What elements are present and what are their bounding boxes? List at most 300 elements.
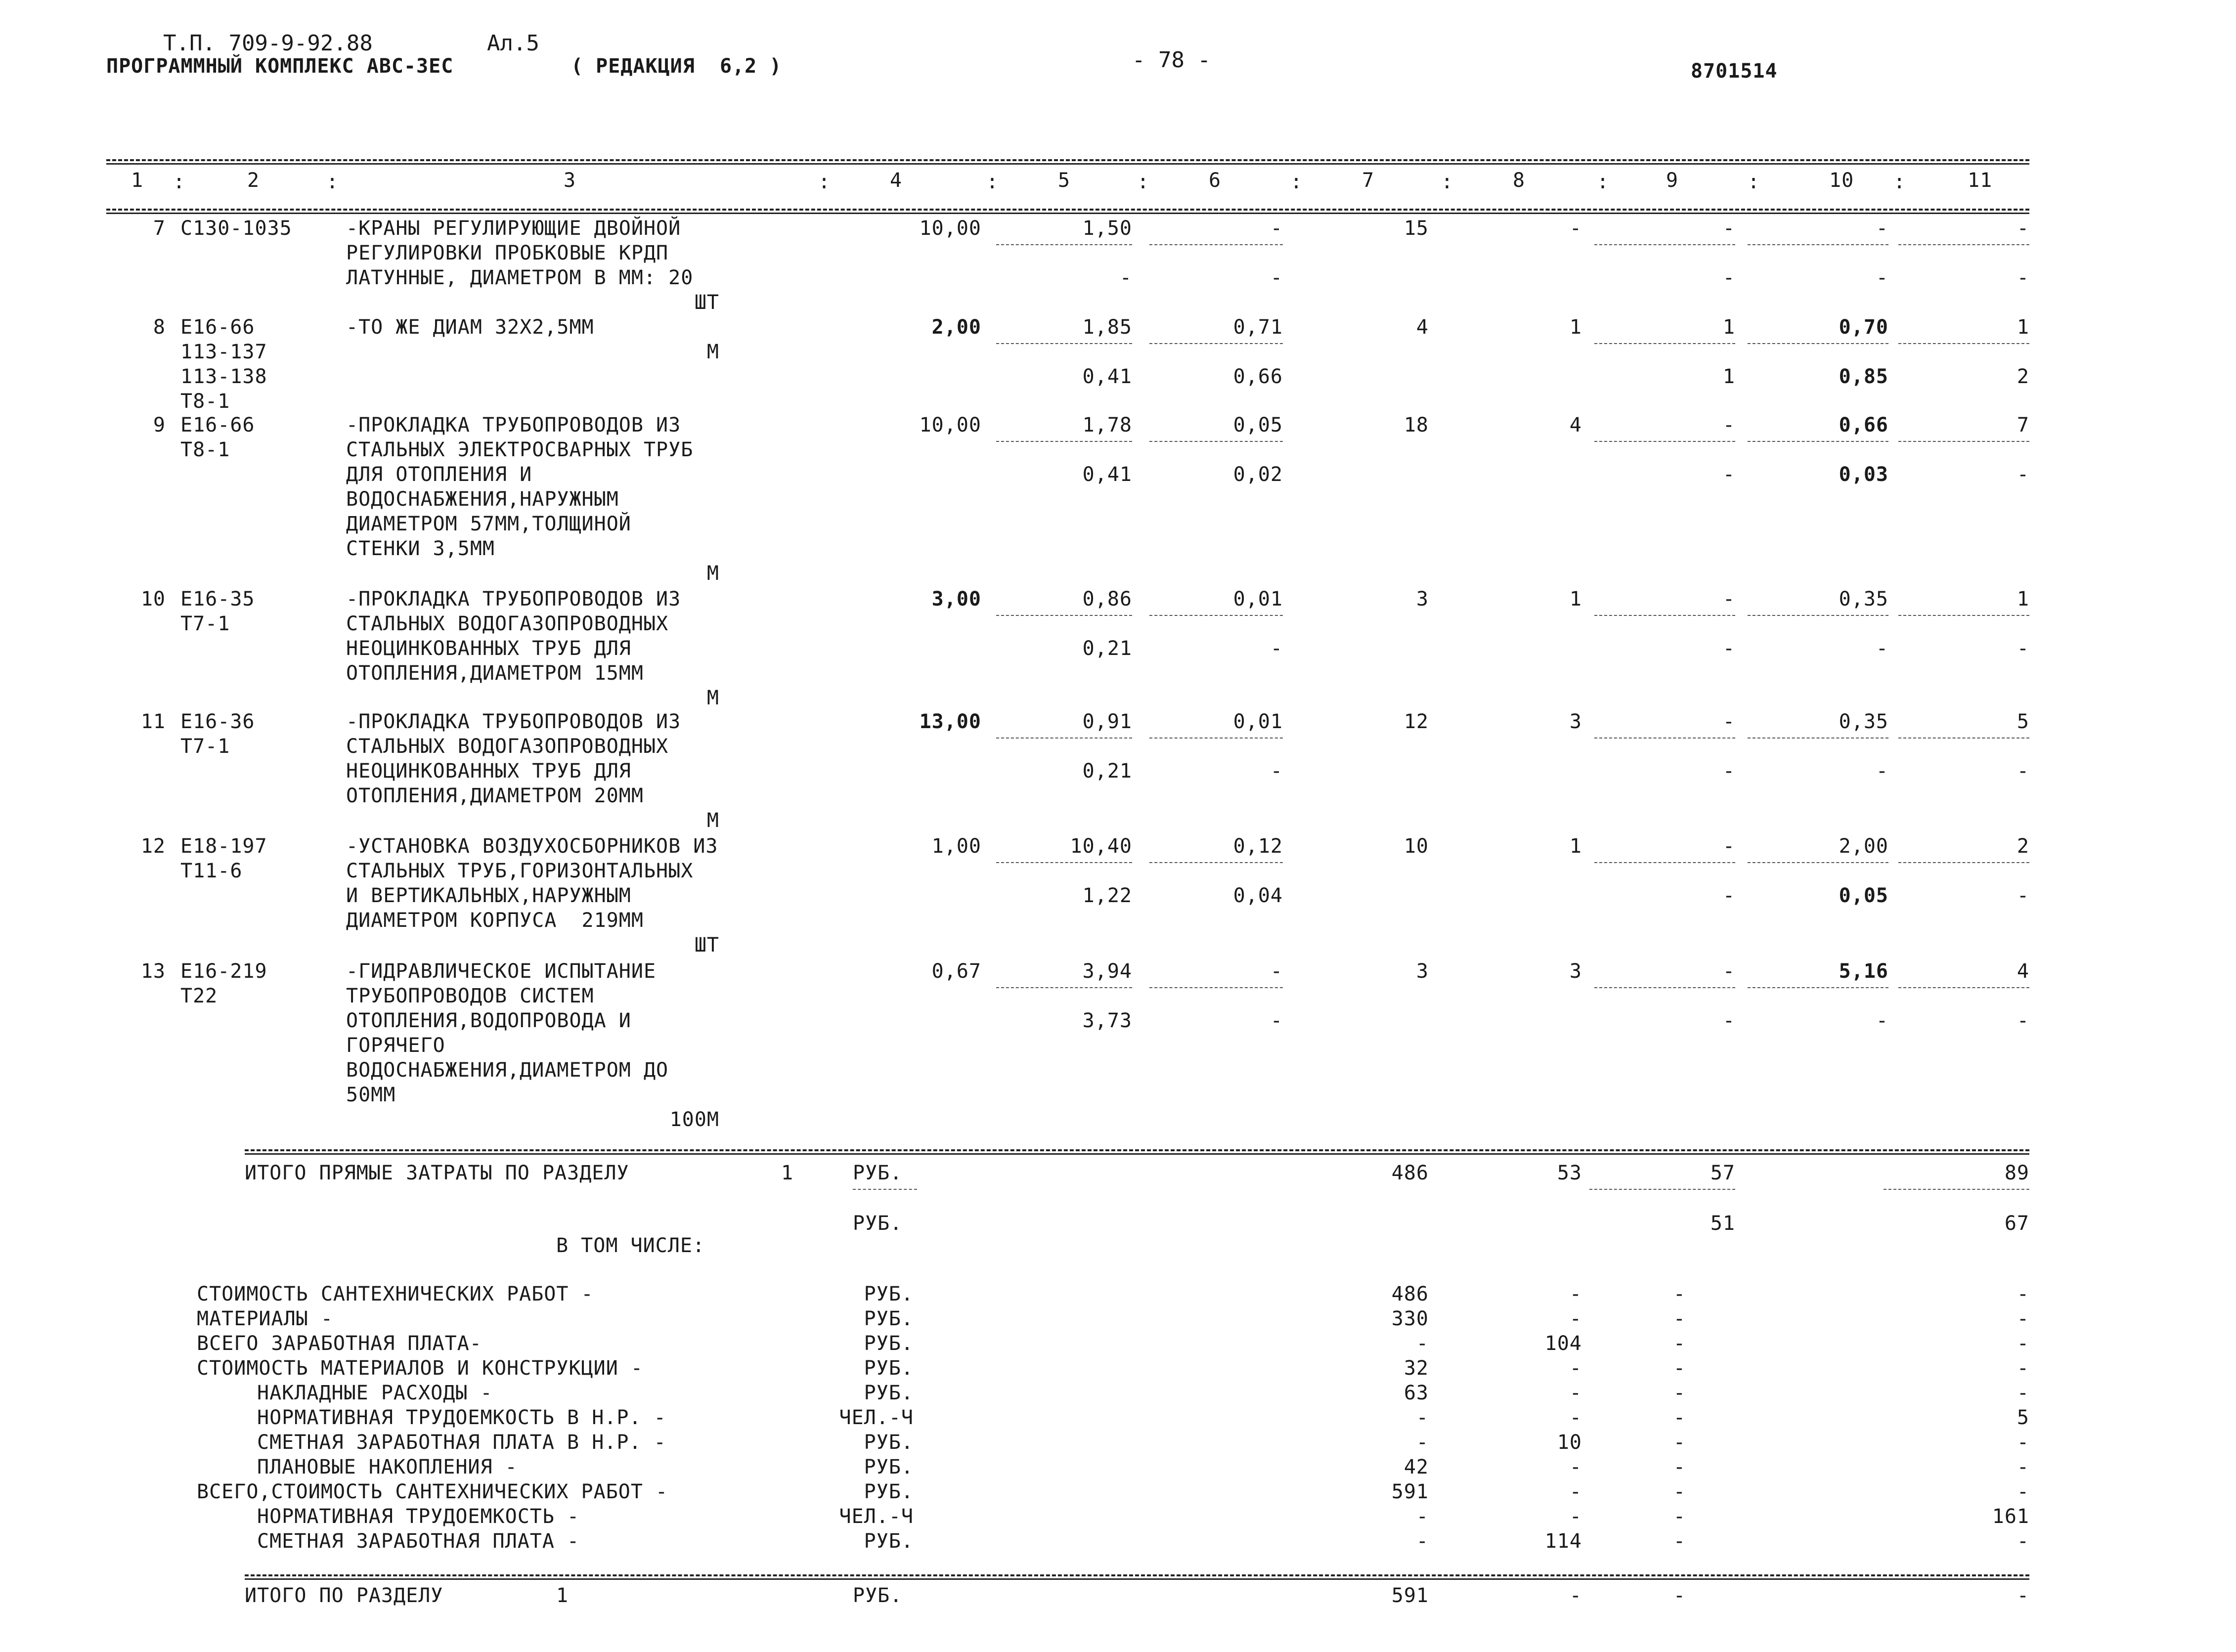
value-c8: 1 bbox=[1569, 588, 1582, 610]
header-rule-bottom-solid bbox=[106, 213, 2029, 214]
work-description: ГОРЯЧЕГО bbox=[346, 1034, 445, 1057]
totals-unit: РУБ. bbox=[853, 1162, 903, 1184]
value-c6: - bbox=[1270, 217, 1283, 240]
cell-divider bbox=[1594, 987, 1735, 988]
value-c10b: 0,03 bbox=[1839, 463, 1888, 486]
column-separator: : bbox=[1597, 171, 1610, 193]
breakdown-c7: 63 bbox=[1403, 1382, 1429, 1404]
work-description: ОТОПЛЕНИЯ,ДИАМЕТРОМ 20ММ bbox=[346, 784, 644, 807]
breakdown-c9: - bbox=[1673, 1530, 1686, 1553]
breakdown-c7: - bbox=[1416, 1431, 1429, 1454]
column-separator: : bbox=[1748, 171, 1760, 193]
breakdown-c8: - bbox=[1569, 1357, 1582, 1380]
value-c11b: - bbox=[2017, 884, 2029, 907]
value-c5b: - bbox=[1119, 266, 1132, 289]
breakdown-c9: - bbox=[1673, 1357, 1686, 1380]
cell-divider bbox=[1149, 615, 1283, 616]
breakdown-c7: - bbox=[1416, 1505, 1429, 1528]
page-number: - 78 - bbox=[1132, 47, 1211, 73]
cell-divider bbox=[996, 441, 1132, 442]
final-c11: - bbox=[2017, 1584, 2029, 1607]
value-c9b: - bbox=[1722, 463, 1735, 486]
cell-divider bbox=[1898, 244, 2029, 245]
cell-divider bbox=[1594, 244, 1735, 245]
work-description: СТАЛЬНЫХ ТРУБ,ГОРИЗОНТАЛЬНЫХ bbox=[346, 860, 694, 882]
unit: М bbox=[706, 562, 719, 585]
breakdown-label: НОРМАТИВНАЯ ТРУДОЕМКОСТЬ - bbox=[257, 1505, 580, 1528]
cell-divider bbox=[1149, 987, 1283, 988]
value-c11b: - bbox=[2017, 760, 2029, 783]
value-c10b: 0,05 bbox=[1839, 884, 1888, 907]
value-c5: 0,86 bbox=[1082, 588, 1132, 610]
breakdown-label: ПЛАНОВЫЕ НАКОПЛЕНИЯ - bbox=[257, 1456, 518, 1478]
work-description: ДИАМЕТРОМ КОРПУСА 219ММ bbox=[346, 909, 644, 932]
value-c6: 0,01 bbox=[1233, 588, 1283, 610]
value-c9: - bbox=[1722, 414, 1735, 436]
row-number: 13 bbox=[140, 960, 166, 983]
cell-divider bbox=[1898, 441, 2029, 442]
quantity: 10,00 bbox=[919, 217, 981, 240]
row-number: 12 bbox=[140, 835, 166, 858]
work-description: 50ММ bbox=[346, 1084, 396, 1106]
breakdown-label: СТОИМОСТЬ САНТЕХНИЧЕСКИХ РАБОТ - bbox=[197, 1283, 594, 1305]
breakdown-c11: - bbox=[2017, 1530, 2029, 1553]
breakdown-c7: - bbox=[1416, 1530, 1429, 1553]
header-rule-top bbox=[106, 159, 2029, 161]
quantity: 13,00 bbox=[919, 710, 981, 733]
work-description: И ВЕРТИКАЛЬНЫХ,НАРУЖНЫМ bbox=[346, 884, 631, 907]
breakdown-unit: РУБ. bbox=[864, 1283, 914, 1305]
breakdown-unit: ЧЕЛ.-Ч bbox=[839, 1505, 914, 1528]
row-number: 7 bbox=[153, 217, 166, 240]
norm-code: Е16-36 bbox=[180, 710, 255, 733]
cell-divider bbox=[996, 738, 1132, 739]
norm-code: Е16-66 bbox=[180, 316, 255, 339]
breakdown-c7: 330 bbox=[1391, 1307, 1429, 1330]
norm-code: Е18-197 bbox=[180, 835, 267, 858]
work-description: НЕОЦИНКОВАННЫХ ТРУБ ДЛЯ bbox=[346, 637, 631, 660]
breakdown-c11: - bbox=[2017, 1283, 2029, 1305]
value-c6: 0,05 bbox=[1233, 414, 1283, 436]
value-c7: 3 bbox=[1416, 960, 1429, 983]
breakdown-c8: - bbox=[1569, 1456, 1582, 1478]
cell-divider bbox=[996, 244, 1132, 245]
work-description: СТЕНКИ 3,5ММ bbox=[346, 537, 495, 560]
value-c9b: - bbox=[1722, 760, 1735, 783]
value-c9: - bbox=[1722, 217, 1735, 240]
value-c6b: - bbox=[1270, 266, 1283, 289]
sheet-no: Ал.5 bbox=[487, 31, 539, 56]
breakdown-label: СМЕТНАЯ ЗАРАБОТНАЯ ПЛАТА - bbox=[257, 1530, 580, 1553]
column-separator: : bbox=[173, 171, 186, 193]
norm-code: Т22 bbox=[180, 985, 218, 1007]
breakdown-c11: 161 bbox=[1992, 1505, 2029, 1528]
breakdown-unit: ЧЕЛ.-Ч bbox=[839, 1406, 914, 1429]
cell-divider bbox=[1149, 343, 1283, 344]
column-header-11: 11 bbox=[1968, 169, 1993, 192]
totals-c11b: 67 bbox=[2004, 1212, 2029, 1235]
breakdown-c9: - bbox=[1673, 1307, 1686, 1330]
breakdown-c9: - bbox=[1673, 1406, 1686, 1429]
column-separator: : bbox=[1441, 171, 1454, 193]
value-c5b: 1,22 bbox=[1082, 884, 1132, 907]
column-separator: : bbox=[1290, 171, 1303, 193]
value-c11b: - bbox=[2017, 1009, 2029, 1032]
including-label: В ТОМ ЧИСЛЕ: bbox=[556, 1234, 705, 1257]
norm-code: Т8-1 bbox=[180, 390, 230, 413]
value-c6b: - bbox=[1270, 637, 1283, 660]
breakdown-label: ВСЕГО ЗАРАБОТНАЯ ПЛАТА- bbox=[197, 1332, 482, 1355]
work-description: РЕГУЛИРОВКИ ПРОБКОВЫЕ КРДП bbox=[346, 242, 669, 264]
work-description: СТАЛЬНЫХ ВОДОГАЗОПРОВОДНЫХ bbox=[346, 612, 669, 635]
breakdown-unit: РУБ. bbox=[864, 1480, 914, 1503]
value-c10: 5,16 bbox=[1839, 960, 1888, 983]
value-c5b: 0,21 bbox=[1082, 637, 1132, 660]
work-description: ВОДОСНАБЖЕНИЯ,НАРУЖНЫМ bbox=[346, 488, 619, 511]
work-description: ОТОПЛЕНИЯ,ДИАМЕТРОМ 15ММ bbox=[346, 662, 644, 685]
value-c7: 12 bbox=[1403, 710, 1429, 733]
value-c9: - bbox=[1722, 710, 1735, 733]
final-unit: РУБ. bbox=[853, 1584, 903, 1607]
breakdown-c8: 114 bbox=[1544, 1530, 1582, 1553]
work-description: ВОДОСНАБЖЕНИЯ,ДИАМЕТРОМ ДО bbox=[346, 1059, 669, 1082]
cell-divider bbox=[1898, 343, 2029, 344]
cell-divider bbox=[1149, 244, 1283, 245]
value-c8: 1 bbox=[1569, 316, 1582, 339]
unit: М bbox=[706, 809, 719, 832]
value-c11b: - bbox=[2017, 637, 2029, 660]
value-c11b: - bbox=[2017, 266, 2029, 289]
breakdown-c7: - bbox=[1416, 1406, 1429, 1429]
value-c5b: 0,41 bbox=[1082, 365, 1132, 388]
totals-label: ИТОГО ПРЯМЫЕ ЗАТРАТЫ ПО РАЗДЕЛУ bbox=[245, 1162, 629, 1184]
breakdown-c9: - bbox=[1673, 1332, 1686, 1355]
value-c8: - bbox=[1569, 217, 1582, 240]
final-section: 1 bbox=[556, 1584, 569, 1607]
quantity: 1,00 bbox=[931, 835, 981, 858]
work-description: ОТОПЛЕНИЯ,ВОДОПРОВОДА И bbox=[346, 1009, 631, 1032]
unit: 100М bbox=[669, 1108, 719, 1131]
value-c8: 3 bbox=[1569, 960, 1582, 983]
breakdown-label: МАТЕРИАЛЫ - bbox=[197, 1307, 333, 1330]
breakdown-unit: РУБ. bbox=[864, 1357, 914, 1380]
breakdown-c11: - bbox=[2017, 1456, 2029, 1478]
totals-rule bbox=[245, 1149, 2029, 1151]
breakdown-label: ВСЕГО,СТОИМОСТЬ САНТЕХНИЧЕСКИХ РАБОТ - bbox=[197, 1480, 668, 1503]
breakdown-c11: - bbox=[2017, 1382, 2029, 1404]
value-c10: 0,70 bbox=[1839, 316, 1888, 339]
value-c8: 3 bbox=[1569, 710, 1582, 733]
column-header-1: 1 bbox=[131, 169, 144, 192]
value-c5: 10,40 bbox=[1070, 835, 1132, 858]
value-c10b: - bbox=[1876, 760, 1888, 783]
work-description: -ТО ЖЕ ДИАМ 32Х2,5ММ bbox=[346, 316, 594, 339]
totals-c11: 89 bbox=[2004, 1162, 2029, 1184]
breakdown-c8: - bbox=[1569, 1505, 1582, 1528]
cell-divider bbox=[1748, 441, 1888, 442]
value-c8: 1 bbox=[1569, 835, 1582, 858]
norm-code: Е16-219 bbox=[180, 960, 267, 983]
breakdown-c8: - bbox=[1569, 1307, 1582, 1330]
breakdown-c7: 486 bbox=[1391, 1283, 1429, 1305]
value-c9b: - bbox=[1722, 884, 1735, 907]
cell-divider bbox=[1748, 343, 1888, 344]
breakdown-c7: 32 bbox=[1403, 1357, 1429, 1380]
value-c5: 0,91 bbox=[1082, 710, 1132, 733]
breakdown-c7: 591 bbox=[1391, 1480, 1429, 1503]
value-c7: 18 bbox=[1403, 414, 1429, 436]
unit: ШТ bbox=[694, 291, 719, 314]
value-c7: 15 bbox=[1403, 217, 1429, 240]
work-description: ДИАМЕТРОМ 57ММ,ТОЛЩИНОЙ bbox=[346, 513, 631, 535]
cell-divider bbox=[1898, 862, 2029, 863]
norm-code: Т7-1 bbox=[180, 612, 230, 635]
quantity: 2,00 bbox=[931, 316, 981, 339]
work-description: -КРАНЫ РЕГУЛИРУЮЩИЕ ДВОЙНОЙ bbox=[346, 217, 681, 240]
breakdown-label: НОРМАТИВНАЯ ТРУДОЕМКОСТЬ В Н.Р. - bbox=[257, 1406, 666, 1429]
value-c10: 0,35 bbox=[1839, 710, 1888, 733]
value-c6b: - bbox=[1270, 760, 1283, 783]
cell-divider bbox=[1594, 615, 1735, 616]
column-header-4: 4 bbox=[890, 169, 903, 192]
cell-divider bbox=[996, 615, 1132, 616]
cell-divider bbox=[1149, 862, 1283, 863]
cell-divider bbox=[1149, 738, 1283, 739]
value-c6b: 0,66 bbox=[1233, 365, 1283, 388]
quantity: 3,00 bbox=[931, 588, 981, 610]
value-c11: 1 bbox=[2017, 588, 2029, 610]
cell-divider bbox=[996, 862, 1132, 863]
totals-c9: 57 bbox=[1710, 1162, 1735, 1184]
redaction: ( РЕДАКЦИЯ 6,2 ) bbox=[571, 55, 782, 78]
norm-code: 113-137 bbox=[180, 341, 267, 363]
breakdown-c9: - bbox=[1673, 1431, 1686, 1454]
value-c10: 0,35 bbox=[1839, 588, 1888, 610]
value-c10: 0,66 bbox=[1839, 414, 1888, 436]
final-rule bbox=[245, 1574, 2029, 1576]
value-c11: 5 bbox=[2017, 710, 2029, 733]
norm-code: 113-138 bbox=[180, 365, 267, 388]
value-c6b: 0,04 bbox=[1233, 884, 1283, 907]
final-c8: - bbox=[1569, 1584, 1582, 1607]
work-description: -ГИДРАВЛИЧЕСКОЕ ИСПЫТАНИЕ bbox=[346, 960, 657, 983]
cell-divider bbox=[1748, 615, 1888, 616]
breakdown-c11: - bbox=[2017, 1357, 2029, 1380]
column-header-7: 7 bbox=[1362, 169, 1375, 192]
value-c5: 1,50 bbox=[1082, 217, 1132, 240]
breakdown-unit: РУБ. bbox=[864, 1307, 914, 1330]
work-description: -ПРОКЛАДКА ТРУБОПРОВОДОВ ИЗ bbox=[346, 710, 681, 733]
value-c5b: 0,41 bbox=[1082, 463, 1132, 486]
value-c6: 0,01 bbox=[1233, 710, 1283, 733]
final-rule-solid bbox=[245, 1578, 2029, 1580]
work-description: СТАЛЬНЫХ ЭЛЕКТРОСВАРНЫХ ТРУБ bbox=[346, 438, 694, 461]
cell-divider bbox=[1594, 738, 1735, 739]
value-c7: 3 bbox=[1416, 588, 1429, 610]
quantity: 0,67 bbox=[931, 960, 981, 983]
cell-divider bbox=[1594, 862, 1735, 863]
column-header-10: 10 bbox=[1829, 169, 1854, 192]
cell-divider bbox=[1594, 343, 1735, 344]
breakdown-c7: 42 bbox=[1403, 1456, 1429, 1478]
value-c11b: - bbox=[2017, 463, 2029, 486]
unit: М bbox=[706, 341, 719, 363]
row-number: 11 bbox=[140, 710, 166, 733]
work-description: -ПРОКЛАДКА ТРУБОПРОВОДОВ ИЗ bbox=[346, 414, 681, 436]
value-c5: 1,78 bbox=[1082, 414, 1132, 436]
norm-code: Т8-1 bbox=[180, 438, 230, 461]
breakdown-c9: - bbox=[1673, 1283, 1686, 1305]
value-c10b: - bbox=[1876, 266, 1888, 289]
work-description: НЕОЦИНКОВАННЫХ ТРУБ ДЛЯ bbox=[346, 760, 631, 783]
breakdown-unit: РУБ. bbox=[864, 1530, 914, 1553]
work-description: -ПРОКЛАДКА ТРУБОПРОВОДОВ ИЗ bbox=[346, 588, 681, 610]
final-c9: - bbox=[1673, 1584, 1686, 1607]
value-c11: 1 bbox=[2017, 316, 2029, 339]
column-separator: : bbox=[1137, 171, 1150, 193]
norm-code: С130-1035 bbox=[180, 217, 292, 240]
value-c9b: - bbox=[1722, 266, 1735, 289]
column-header-3: 3 bbox=[564, 169, 576, 192]
value-c8: 4 bbox=[1569, 414, 1582, 436]
value-c5b: 0,21 bbox=[1082, 760, 1132, 783]
column-header-8: 8 bbox=[1513, 169, 1526, 192]
cell-divider bbox=[1748, 244, 1888, 245]
value-c11: 4 bbox=[2017, 960, 2029, 983]
value-c5b: 3,73 bbox=[1082, 1009, 1132, 1032]
norm-code: Е16-35 bbox=[180, 588, 255, 610]
breakdown-label: НАКЛАДНЫЕ РАСХОДЫ - bbox=[257, 1382, 493, 1404]
work-description: ЛАТУННЫЕ, ДИАМЕТРОМ В ММ: 20 bbox=[346, 266, 694, 289]
final-c7: 591 bbox=[1391, 1584, 1429, 1607]
breakdown-c9: - bbox=[1673, 1505, 1686, 1528]
breakdown-unit: РУБ. bbox=[864, 1431, 914, 1454]
column-header-9: 9 bbox=[1666, 169, 1679, 192]
norm-code: Т11-6 bbox=[180, 860, 243, 882]
doc-id: Т.П. 709-9-92.88 bbox=[163, 31, 373, 56]
value-c10b: - bbox=[1876, 1009, 1888, 1032]
column-separator: : bbox=[986, 171, 999, 193]
header-rule-bottom bbox=[106, 209, 2029, 211]
breakdown-c8: 104 bbox=[1544, 1332, 1582, 1355]
breakdown-c9: - bbox=[1673, 1480, 1686, 1503]
column-header-6: 6 bbox=[1209, 169, 1222, 192]
totals-divider bbox=[853, 1189, 917, 1190]
cell-divider bbox=[996, 987, 1132, 988]
value-c11b: 2 bbox=[2017, 365, 2029, 388]
cell-divider bbox=[1748, 862, 1888, 863]
breakdown-c9: - bbox=[1673, 1456, 1686, 1478]
cell-divider bbox=[1748, 987, 1888, 988]
breakdown-unit: РУБ. bbox=[864, 1332, 914, 1355]
cell-divider bbox=[1748, 738, 1888, 739]
column-separator: : bbox=[1893, 171, 1906, 193]
value-c6: - bbox=[1270, 960, 1283, 983]
breakdown-c8: - bbox=[1569, 1406, 1582, 1429]
work-description: ДЛЯ ОТОПЛЕНИЯ И bbox=[346, 463, 532, 486]
value-c6: 0,71 bbox=[1233, 316, 1283, 339]
cell-divider bbox=[1149, 441, 1283, 442]
breakdown-label: СТОИМОСТЬ МАТЕРИАЛОВ И КОНСТРУКЦИИ - bbox=[197, 1357, 643, 1380]
breakdown-unit: РУБ. bbox=[864, 1456, 914, 1478]
breakdown-c11: - bbox=[2017, 1480, 2029, 1503]
value-c5: 1,85 bbox=[1082, 316, 1132, 339]
value-c7: 10 bbox=[1403, 835, 1429, 858]
totals-rule-solid bbox=[245, 1153, 2029, 1155]
column-separator: : bbox=[326, 171, 339, 193]
breakdown-label: СМЕТНАЯ ЗАРАБОТНАЯ ПЛАТА В Н.Р. - bbox=[257, 1431, 666, 1454]
breakdown-c11: 5 bbox=[2017, 1406, 2029, 1429]
value-c9: 1 bbox=[1722, 316, 1735, 339]
cell-divider bbox=[1898, 738, 2029, 739]
value-c10: 2,00 bbox=[1839, 835, 1888, 858]
breakdown-c11: - bbox=[2017, 1307, 2029, 1330]
value-c10b: - bbox=[1876, 637, 1888, 660]
work-description: -УСТАНОВКА ВОЗДУХОСБОРНИКОВ ИЗ bbox=[346, 835, 718, 858]
unit: ШТ bbox=[694, 934, 719, 956]
breakdown-c8: - bbox=[1569, 1382, 1582, 1404]
value-c9: - bbox=[1722, 588, 1735, 610]
value-c9b: - bbox=[1722, 637, 1735, 660]
totals-c8: 53 bbox=[1557, 1162, 1582, 1184]
norm-code: Т7-1 bbox=[180, 735, 230, 758]
cell-divider bbox=[1898, 987, 2029, 988]
work-description: СТАЛЬНЫХ ВОДОГАЗОПРОВОДНЫХ bbox=[346, 735, 669, 758]
breakdown-c8: - bbox=[1569, 1283, 1582, 1305]
header-rule-top-solid bbox=[106, 163, 2029, 165]
breakdown-unit: РУБ. bbox=[864, 1382, 914, 1404]
row-number: 8 bbox=[153, 316, 166, 339]
row-number: 10 bbox=[140, 588, 166, 610]
breakdown-c8: 10 bbox=[1557, 1431, 1582, 1454]
value-c9: - bbox=[1722, 835, 1735, 858]
value-c5: 3,94 bbox=[1082, 960, 1132, 983]
value-c6: 0,12 bbox=[1233, 835, 1283, 858]
row-number: 9 bbox=[153, 414, 166, 436]
breakdown-c8: - bbox=[1569, 1480, 1582, 1503]
totals-section: 1 bbox=[781, 1162, 794, 1184]
totals-divider bbox=[1884, 1189, 2029, 1190]
value-c6b: 0,02 bbox=[1233, 463, 1283, 486]
totals-c9b: 51 bbox=[1710, 1212, 1735, 1235]
totals-divider bbox=[1589, 1189, 1735, 1190]
breakdown-c7: - bbox=[1416, 1332, 1429, 1355]
cell-divider bbox=[1898, 615, 2029, 616]
column-separator: : bbox=[818, 171, 831, 193]
column-header-2: 2 bbox=[247, 169, 260, 192]
cell-divider bbox=[996, 343, 1132, 344]
breakdown-c9: - bbox=[1673, 1382, 1686, 1404]
work-description: ТРУБОПРОВОДОВ СИСТЕМ bbox=[346, 985, 594, 1007]
cell-divider bbox=[1594, 441, 1735, 442]
quantity: 10,00 bbox=[919, 414, 981, 436]
value-c10b: 0,85 bbox=[1839, 365, 1888, 388]
value-c11: 7 bbox=[2017, 414, 2029, 436]
value-c9b: - bbox=[1722, 1009, 1735, 1032]
final-label: ИТОГО ПО РАЗДЕЛУ bbox=[245, 1584, 443, 1607]
value-c10: - bbox=[1876, 217, 1888, 240]
value-c9: - bbox=[1722, 960, 1735, 983]
value-c11: 2 bbox=[2017, 835, 2029, 858]
doc-code: 8701514 bbox=[1691, 60, 1778, 83]
value-c11: - bbox=[2017, 217, 2029, 240]
column-header-5: 5 bbox=[1058, 169, 1071, 192]
program-name: ПРОГРАММНЫЙ КОМПЛЕКС АВС-3ЕС bbox=[106, 55, 454, 78]
value-c9b: 1 bbox=[1722, 365, 1735, 388]
totals-c7: 486 bbox=[1391, 1162, 1429, 1184]
value-c7: 4 bbox=[1416, 316, 1429, 339]
unit: М bbox=[706, 687, 719, 709]
